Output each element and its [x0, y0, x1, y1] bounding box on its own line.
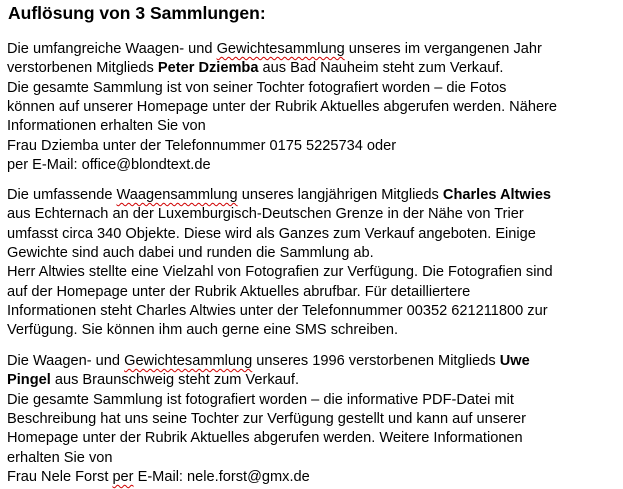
- contact-phone-line: Informationen steht Charles Altwies unter der Telefonnummer 00352 621211800 zur: [7, 303, 548, 320]
- contact-email-line: per E-Mail: office@blondtext.de: [7, 157, 211, 174]
- member-name: Uwe: [499, 353, 530, 369]
- text-run: Die umfassende: [7, 187, 117, 203]
- text-line: Die gesamte Sammlung ist von seiner Tochter fotografiert worden – die Fotos: [7, 79, 507, 96]
- spellcheck-word: Gewichtesammlung: [216, 41, 345, 57]
- text-line: [7, 40, 619, 59]
- document-title: Auflösung von 3 Sammlungen:: [8, 3, 266, 23]
- text-run: unseres 1996 verstorbenen Mitglieds: [252, 353, 500, 369]
- contact-phone-line: Frau Dziemba unter der Telefonnummer 0175 5225734 oder: [7, 137, 397, 154]
- text-run: Die umfangreiche Waagen- und: [7, 41, 217, 57]
- text-run: Die Waagen- und: [7, 353, 125, 369]
- spellcheck-word: per: [112, 469, 134, 486]
- spellcheck-word: Gewichtesammlung: [124, 353, 253, 369]
- text-line: aus Echternach an der Luxemburgisch-Deutschen Grenze in der Nähe von Trier: [7, 206, 524, 223]
- member-name: Charles Altwies: [442, 187, 552, 203]
- spellcheck-word: Waagensammlung: [116, 187, 238, 203]
- text-run: verstorbenen Mitglieds: [7, 60, 158, 77]
- text-line: Gewichte sind auch dabei und runden die Sammlung ab.: [7, 245, 374, 262]
- text-run: unseres langjährigen Mitglieds: [237, 187, 443, 203]
- text-line: [7, 352, 619, 371]
- text-line: Die gesamte Sammlung ist fotografiert worden – die informative PDF-Datei mit: [7, 391, 514, 408]
- contact-email-line: [7, 468, 619, 487]
- text-line: können auf unserer Homepage unter der Rubrik Aktuelles abgerufen werden. Nähere: [7, 99, 558, 116]
- text-line: [7, 186, 619, 205]
- text-line: Beschreibung hat uns seine Tochter zur Verfügung gestellt und kann auf unserer: [7, 411, 526, 428]
- text-line: auf der Homepage unter der Rubrik Aktuelles abrufbar. Für detailliertere: [7, 283, 471, 300]
- text-line: Homepage unter der Rubrik Aktuelles abgerufen werden. Weitere Informationen: [7, 430, 523, 447]
- text-run: aus Braunschweig steht zum Verkauf.: [50, 372, 300, 389]
- text-line: Informationen erhalten Sie von: [7, 118, 206, 135]
- text-line: erhalten Sie von: [7, 449, 113, 466]
- text-run: E-Mail: nele.forst@gmx.de: [133, 469, 310, 486]
- text-line: [7, 59, 619, 78]
- member-name: Peter Dziemba: [157, 60, 259, 77]
- paragraph-pingel: [7, 352, 619, 487]
- text-run: unseres im vergangenen Jahr: [344, 41, 542, 57]
- text-line: umfasst circa 340 Objekte. Diese wird als Ganzes zum Verkauf angeboten. Einige: [7, 225, 536, 242]
- text-line: Verfügung. Sie können ihm auch gerne eine SMS schreiben.: [7, 322, 399, 339]
- text-line: Herr Altwies stellte eine Vielzahl von Fotografien zur Verfügung. Die Fotografien sind: [7, 264, 553, 281]
- paragraph-dziemba: [7, 40, 619, 175]
- text-line: [7, 371, 619, 390]
- member-name: Pingel: [7, 372, 51, 389]
- paragraph-altwies: [7, 186, 619, 341]
- text-run: aus Bad Nauheim steht zum Verkauf.: [258, 60, 504, 77]
- text-run: Frau Nele Forst: [7, 469, 113, 486]
